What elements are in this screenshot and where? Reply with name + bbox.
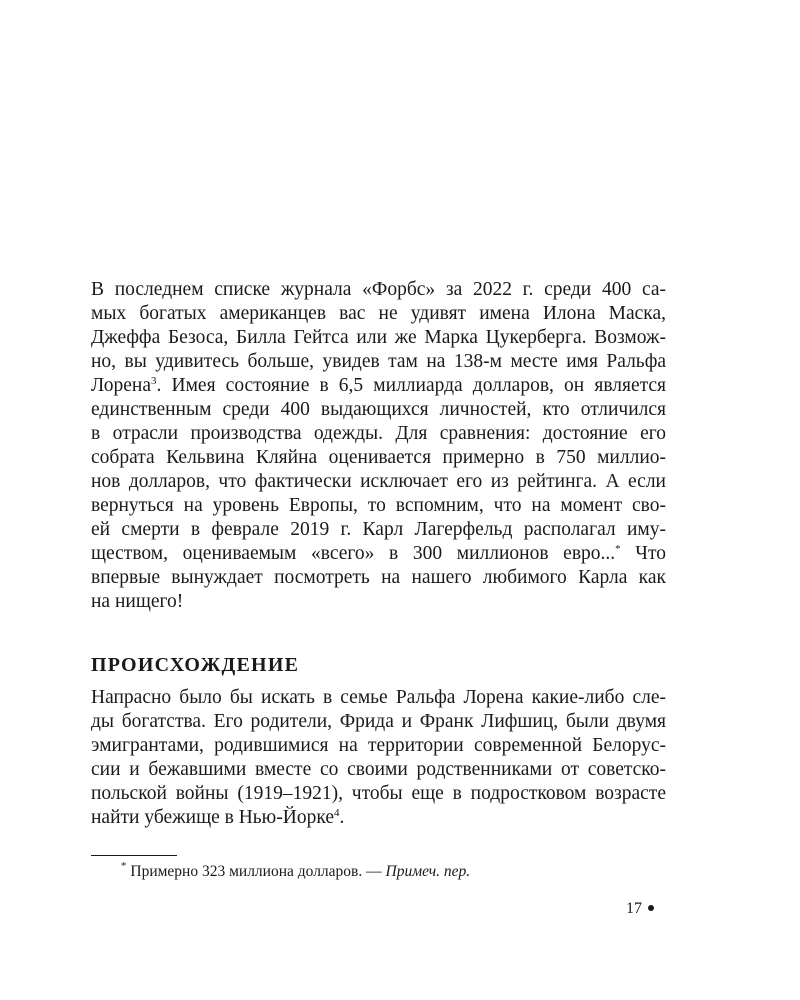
- paragraph1-line-5: Лорена$^3$. Имея состояние в 6,5 миллиарда долларов, он является: [91, 375, 667, 396]
- paragraph1-line-1: В последнем списке журнала «Форбс» за 2022 г. среди 400 са-: [91, 279, 666, 300]
- paragraph1-line-12-text: ществом, оцениваемым «всего» в 300 миллионов евро...: [91, 543, 616, 564]
- page-number: [626, 899, 654, 919]
- footnote-ref-4: 4: [333, 807, 340, 819]
- paragraph2-line-4: сии и бежавшими вместе со своими родственниками от советско-: [91, 759, 666, 780]
- footnote-text: Примерно 323 миллиона долларов. —: [130, 863, 382, 880]
- paragraph2-line-6: [91, 806, 666, 830]
- paragraph2-line-1: Напрасно было бы искать в семье Ральфа Лорена какие-либо сле-: [91, 687, 666, 708]
- paragraph1-line-4: но, вы удивитесь больше, увидев там на 138-м месте имя Ральфа: [91, 351, 666, 372]
- footnote-marker-asterisk: *: [615, 543, 621, 555]
- footnote-divider: [91, 855, 177, 856]
- footnote-asterisk: *: [121, 860, 127, 872]
- paragraph1-line-13: впервые вынуждает посмотреть на нашего любимого Карла как: [91, 567, 666, 588]
- paragraph2-line-5: польской войны (1919–1921), чтобы еще в подростковом возрасте: [91, 783, 666, 804]
- paragraph1-line-10: вернуться на уровень Европы, то вспомним, что на момент сво-: [91, 495, 666, 516]
- paragraph1-line-6: единственным среди 400 выдающихся личностей, кто отличился: [91, 399, 666, 420]
- paragraph1-line-12-end: Что: [635, 543, 666, 564]
- word-lorena: Лорена: [91, 375, 151, 396]
- paragraph1-line-8: собрата Кельвина Кляйна оценивается примерно в 750 миллио-: [91, 447, 666, 468]
- paragraph1-line-7: в отрасли производства одежды. Для сравнения: достояние его: [91, 423, 666, 444]
- paragraph2-line-2: ды богатства. Его родители, Фрида и Франк Лифшиц, были двумя: [91, 711, 666, 732]
- paragraph2-line-3: эмигрантами, родившимися на территории современной Белорус-: [91, 735, 666, 756]
- footnote-ref-3: 3: [151, 375, 157, 387]
- paragraph1-line-14: на нищего!: [91, 591, 184, 612]
- paragraph1-line-5-text: Имея состояние в 6,5 миллиарда долларов, он является: [171, 375, 667, 396]
- footnote: [121, 862, 470, 882]
- paragraph2-line-6-text: найти убежище в Нью-Йорке: [91, 807, 334, 828]
- section-heading: ПРОИСХОЖДЕНИЕ: [91, 654, 300, 676]
- paragraph1-line-9: нов долларов, что фактически исключает его из рейтинга. А если: [91, 471, 666, 492]
- footnote-translator-note: Примеч. пер.: [385, 863, 471, 880]
- paragraph2-end: .: [339, 807, 345, 828]
- bullet-icon: [648, 905, 654, 911]
- paragraph1-line-2: мых богатых американцев вас не удивят имена Илона Маска,: [91, 303, 666, 324]
- paragraph1-line-11: ей смерти в феврале 2019 г. Карл Лагерфельд располагал иму-: [91, 519, 666, 540]
- paragraph1-line-12: [91, 542, 666, 566]
- paragraph1-line-3: Джеффа Безоса, Билла Гейтса или же Марка Цукерберга. Возмож-: [91, 327, 666, 348]
- page-number-value: 17: [626, 900, 642, 917]
